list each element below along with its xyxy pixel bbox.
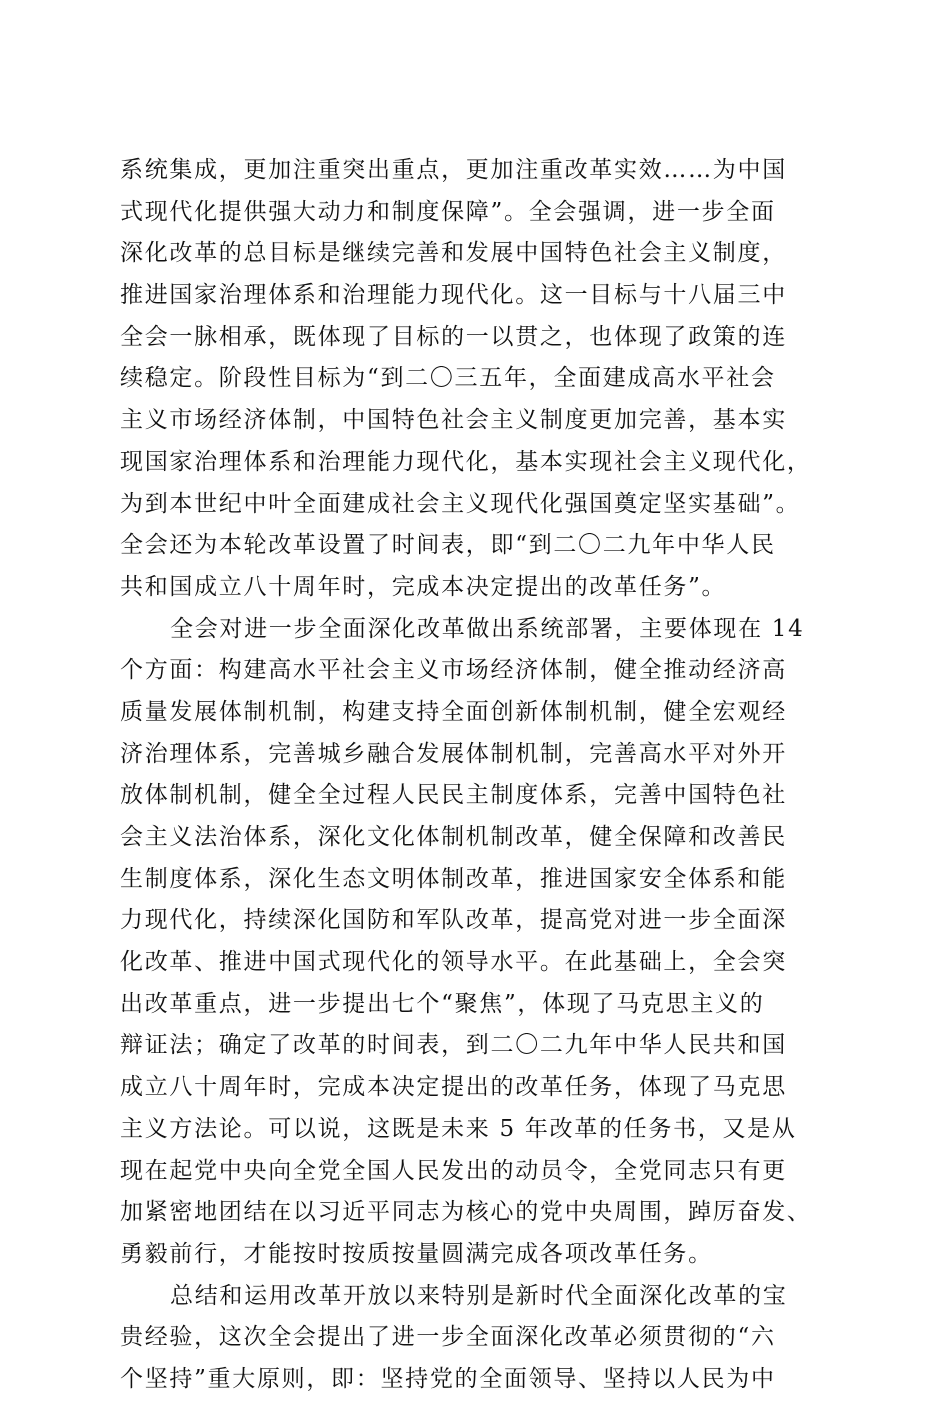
text-line: 全会还为本轮改革设置了时间表，即“到二〇二九年中华人民 — [120, 532, 776, 559]
text-line: 共和国成立八十周年时，完成本决定提出的改革任务”。 — [120, 573, 727, 600]
text-line: 主义方法论。可以说，这既是未来 5 年改革的任务书，又是从 — [120, 1115, 797, 1142]
text-line: 放体制机制，健全全过程人民民主制度体系，完善中国特色社 — [120, 782, 787, 809]
text-line: 质量发展体制机制，构建支持全面创新体制机制，健全宏观经 — [120, 698, 787, 725]
text-line: 现在起党中央向全党全国人民发出的动员令，全党同志只有更 — [120, 1157, 787, 1184]
text-line: 出改革重点，进一步提出七个“聚焦”，体现了马克思主义的 — [120, 990, 765, 1017]
text-line: 勇毅前行，才能按时按质按量圆满完成各项改革任务。 — [120, 1240, 713, 1267]
text-line: 推进国家治理体系和治理能力现代化。这一目标与十八届三中 — [120, 282, 787, 309]
text-line: 个方面：构建高水平社会主义市场经济体制，健全推动经济高 — [120, 657, 787, 684]
text-line: 生制度体系，深化生态文明体制改革，推进国家安全体系和能 — [120, 865, 787, 892]
text-line: 式现代化提供强大动力和制度保障”。全会强调，进一步全面 — [120, 198, 776, 225]
text-line: 个坚持”重大原则，即：坚持党的全面领导、坚持以人民为中 — [120, 1365, 776, 1392]
text-line: 化改革、推进中国式现代化的领导水平。在此基础上，全会突 — [120, 949, 787, 976]
text-line: 会主义法治体系，深化文化体制机制改革，健全保障和改善民 — [120, 824, 787, 850]
paragraph-start-line: 总结和运用改革开放以来特别是新时代全面深化改革的宝 — [170, 1282, 788, 1309]
text-line: 济治理体系，完善城乡融合发展体制机制，完善高水平对外开 — [120, 740, 787, 767]
text-line: 为到本世纪中叶全面建成社会主义现代化强国奠定坚实基础”。 — [120, 490, 801, 517]
text-line: 辩证法；确定了改革的时间表，到二〇二九年中华人民共和国 — [120, 1032, 787, 1059]
text-line: 贵经验，这次全会提出了进一步全面深化改革必须贯彻的“六 — [120, 1324, 776, 1351]
text-line: 成立八十周年时，完成本决定提出的改革任务，体现了马克思 — [120, 1074, 787, 1101]
text-line: 现国家治理体系和治理能力现代化，基本实现社会主义现代化， — [120, 448, 812, 475]
text-line: 力现代化，持续深化国防和军队改革，提高党对进一步全面深 — [120, 907, 787, 934]
text-line: 加紧密地团结在以习近平同志为核心的党中央周围，踔厉奋发、 — [120, 1199, 812, 1226]
text-line: 主义市场经济体制，中国特色社会主义制度更加完善，基本实 — [120, 407, 787, 434]
text-line: 深化改革的总目标是继续完善和发展中国特色社会主义制度， — [120, 240, 787, 267]
text-line: 续稳定。阶段性目标为“到二〇三五年，全面建成高水平社会 — [120, 365, 776, 392]
text-line: 系统集成，更加注重突出重点，更加注重改革实效……为中国 — [120, 157, 787, 183]
text-line: 全会一脉相承，既体现了目标的一以贯之，也体现了政策的连 — [120, 323, 787, 350]
paragraph-start-line: 全会对进一步全面深化改革做出系统部署，主要体现在 14 — [170, 615, 805, 642]
body-text — [120, 150, 836, 1401]
